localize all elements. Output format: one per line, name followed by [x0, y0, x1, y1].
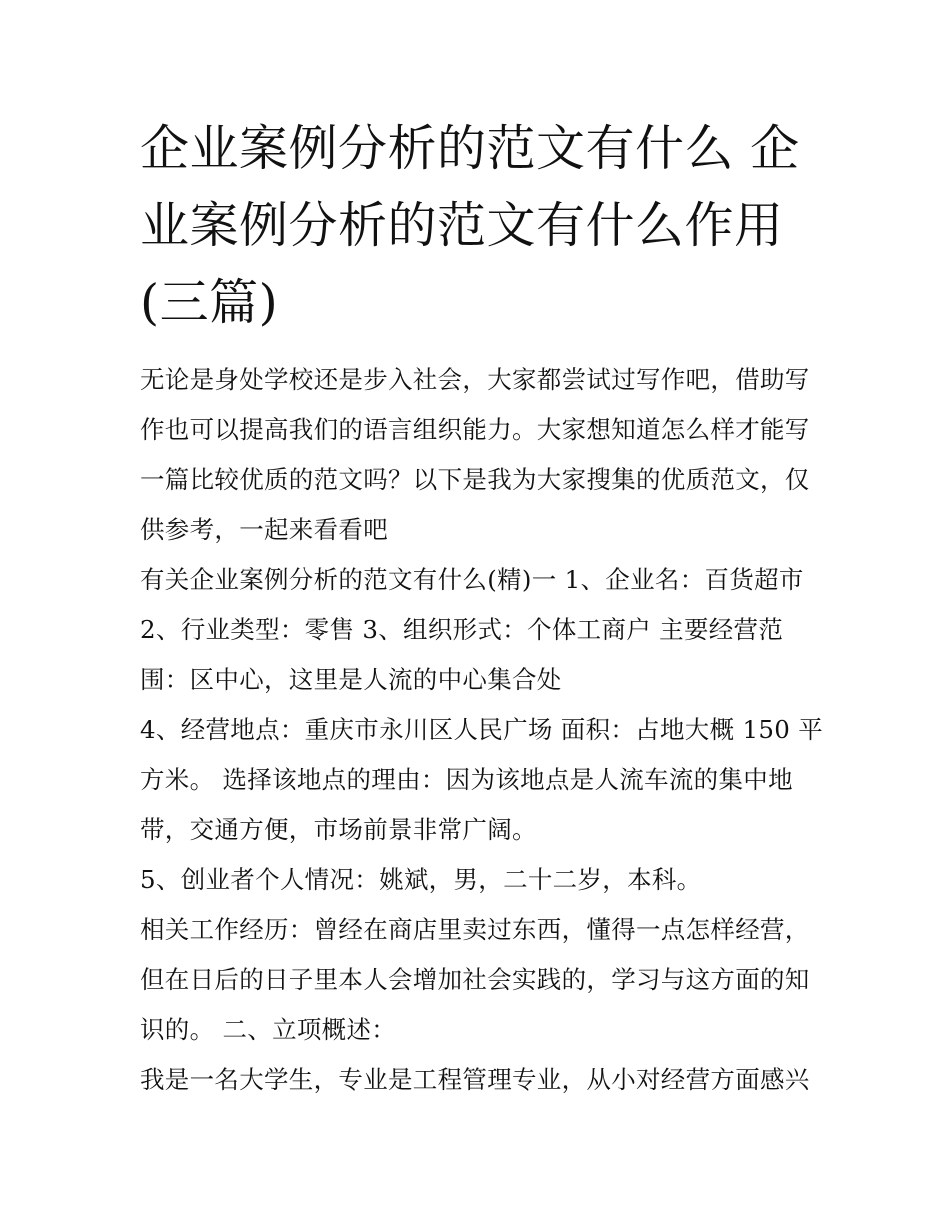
text-line: 无论是身处学校还是步入社会，大家都尝试过写作吧，借助写	[140, 365, 810, 394]
text-line: 作也可以提高我们的语言组织能力。大家想知道怎么样才能写	[140, 415, 810, 444]
intro-paragraph	[140, 355, 812, 555]
text-line: 我是一名大学生，专业是工程管理专业，从小对经营方面感兴	[140, 1065, 810, 1094]
text-line: 围：区中心，这里是人流的中心集合处	[140, 665, 562, 694]
overview-paragraph	[140, 1055, 812, 1105]
experience-paragraph	[140, 905, 812, 1055]
document-title	[140, 110, 812, 341]
text-line: 但在日后的日子里本人会增加社会实践的，学习与这方面的知	[140, 965, 810, 994]
text-line: 方米。 选择该地点的理由：因为该地点是人流车流的集中地	[140, 765, 793, 794]
title-line: 企业案例分析的范文有什么 企	[140, 120, 800, 177]
title-line: (三篇)	[140, 274, 279, 331]
company-info-paragraph	[140, 555, 812, 705]
founder-paragraph	[140, 855, 812, 905]
text-line: 5、创业者个人情况：姚斌，男，二十二岁，本科。	[140, 865, 702, 894]
text-line: 带，交通方便，市场前景非常广阔。	[140, 815, 537, 844]
text-line: 4、经营地点：重庆市永川区人民广场 面积：占地大概 150 平	[140, 715, 824, 744]
text-line: 有关企业案例分析的范文有什么(精)一 1、企业名：百货超市	[140, 565, 804, 594]
document-page	[140, 110, 824, 1105]
text-line: 一篇比较优质的范文吗？以下是我为大家搜集的优质范文，仅	[140, 465, 810, 494]
text-line: 识的。 二、立项概述：	[140, 1015, 397, 1044]
title-line: 业案例分析的范文有什么作用	[140, 197, 784, 254]
location-paragraph	[140, 705, 824, 855]
text-line: 2、行业类型：零售 3、组织形式：个体工商户 主要经营范	[140, 615, 784, 644]
text-line: 相关工作经历：曾经在商店里卖过东西，懂得一点怎样经营，	[140, 915, 810, 944]
text-line: 供参考，一起来看看吧	[140, 515, 388, 544]
